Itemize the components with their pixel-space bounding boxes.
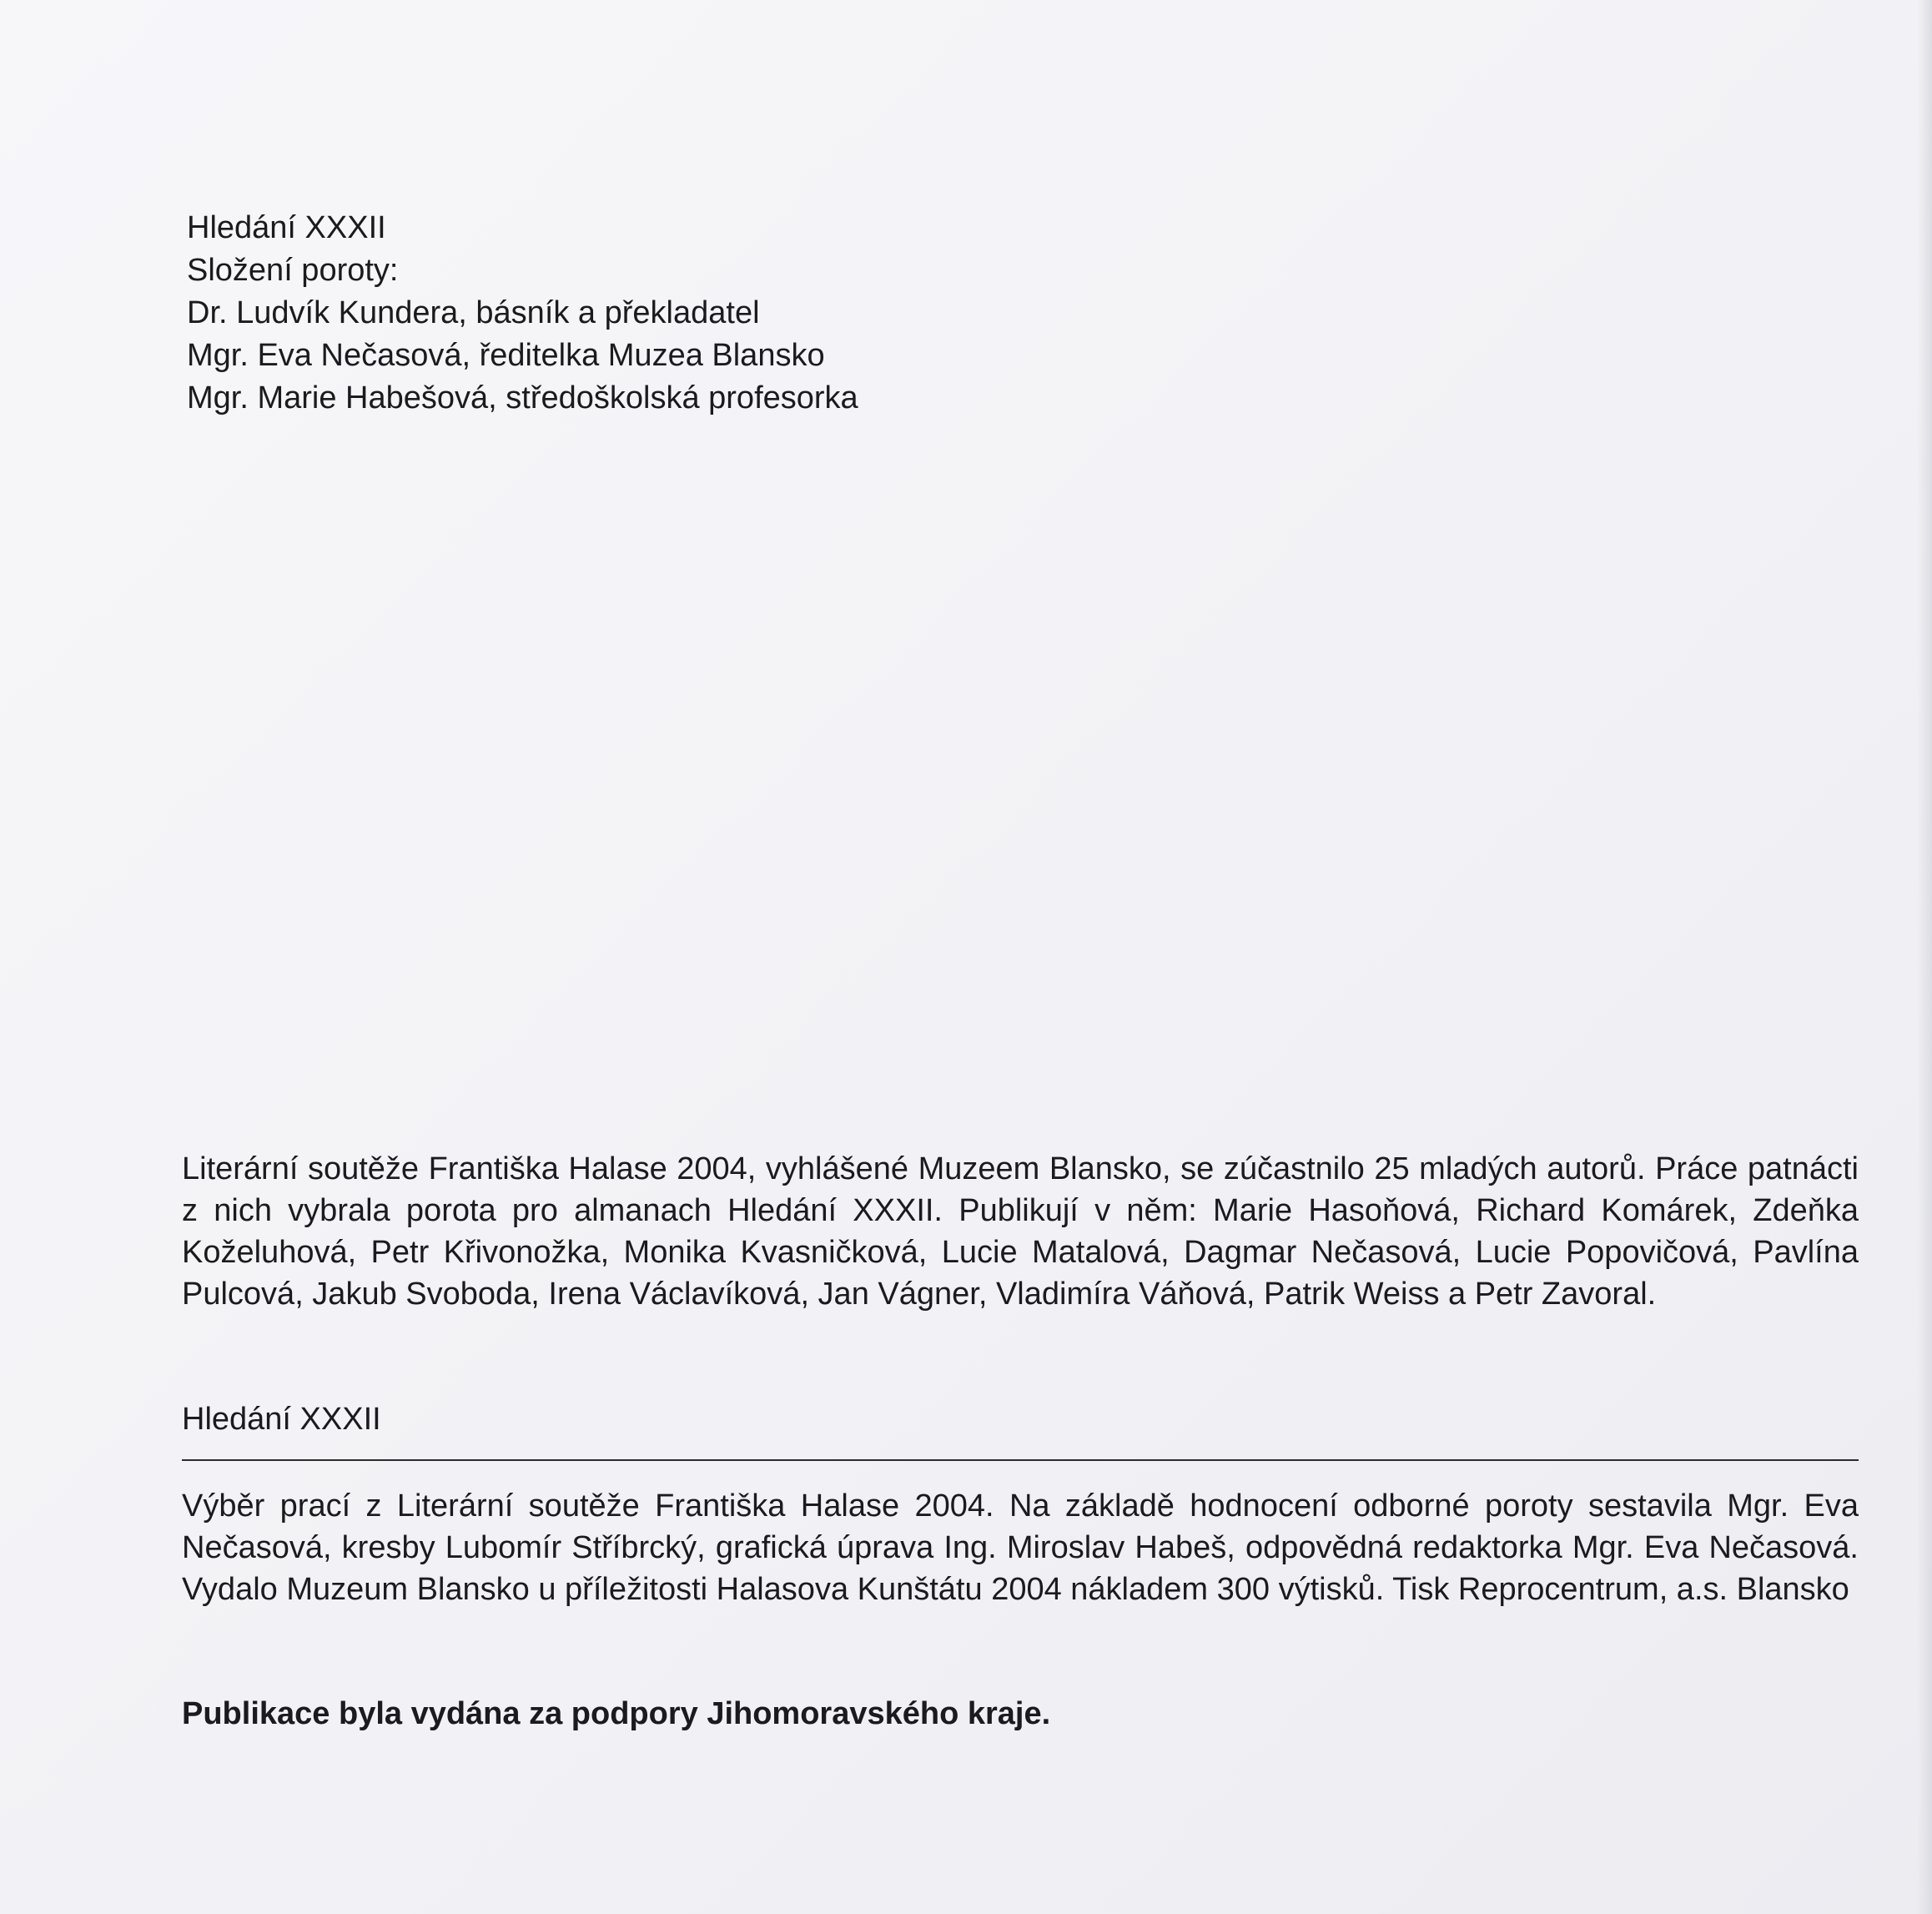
support-note: Publikace byla vydána za podpory Jihomoravského kraje. xyxy=(182,1696,1051,1731)
jury-section xyxy=(187,207,858,420)
jury-title: Hledání XXXII xyxy=(187,210,386,245)
intro-paragraph: Literární soutěže Františka Halase 2004, vyhlášené Muzeem Blansko, se zúčastnilo 25 mladých autorů. Práce patnácti z nich vybrala porota pro almanach Hledání XXXII. Publikují v něm: Marie Hasoňová, Richard Komárek, Zdeňka Koželuhová, Petr Křivonožka, Monika Kvasničková, Lucie Matalová, Dagmar Nečasová, Lucie Popovičová, Pavlína Pulcová, Jakub Svoboda, Irena Václavíková, Jan Vágner, Vladimíra Váňová, Patrik Weiss a Petr Zavoral. xyxy=(182,1151,1859,1312)
book-title: Hledání XXXII xyxy=(182,1402,381,1437)
jury-member: Mgr. Eva Nečasová, ředitelka Muzea Blansko xyxy=(187,338,825,373)
jury-member: Mgr. Marie Habešová, středoškolská profesorka xyxy=(187,380,858,416)
divider-rule xyxy=(182,1459,1859,1461)
jury-member: Dr. Ludvík Kundera, básník a překladatel xyxy=(187,295,760,330)
jury-heading: Složení poroty: xyxy=(187,253,399,288)
page-edge-shadow xyxy=(1917,0,1932,1914)
colophon-paragraph: Výběr prací z Literární soutěže Františka Halase 2004. Na základě hodnocení odborné poroty sestavila Mgr. Eva Nečasová, kresby Lubomír Stříbrcký, grafická úprava Ing. Miroslav Habeš, odpovědná redaktorka Mgr. Eva Nečasová. Vydalo Muzeum Blansko u příležitosti Halasova Kunštátu 2004 nákladem 300 výtisků. Tisk Reprocentrum, a.s. Blansko xyxy=(182,1488,1859,1607)
